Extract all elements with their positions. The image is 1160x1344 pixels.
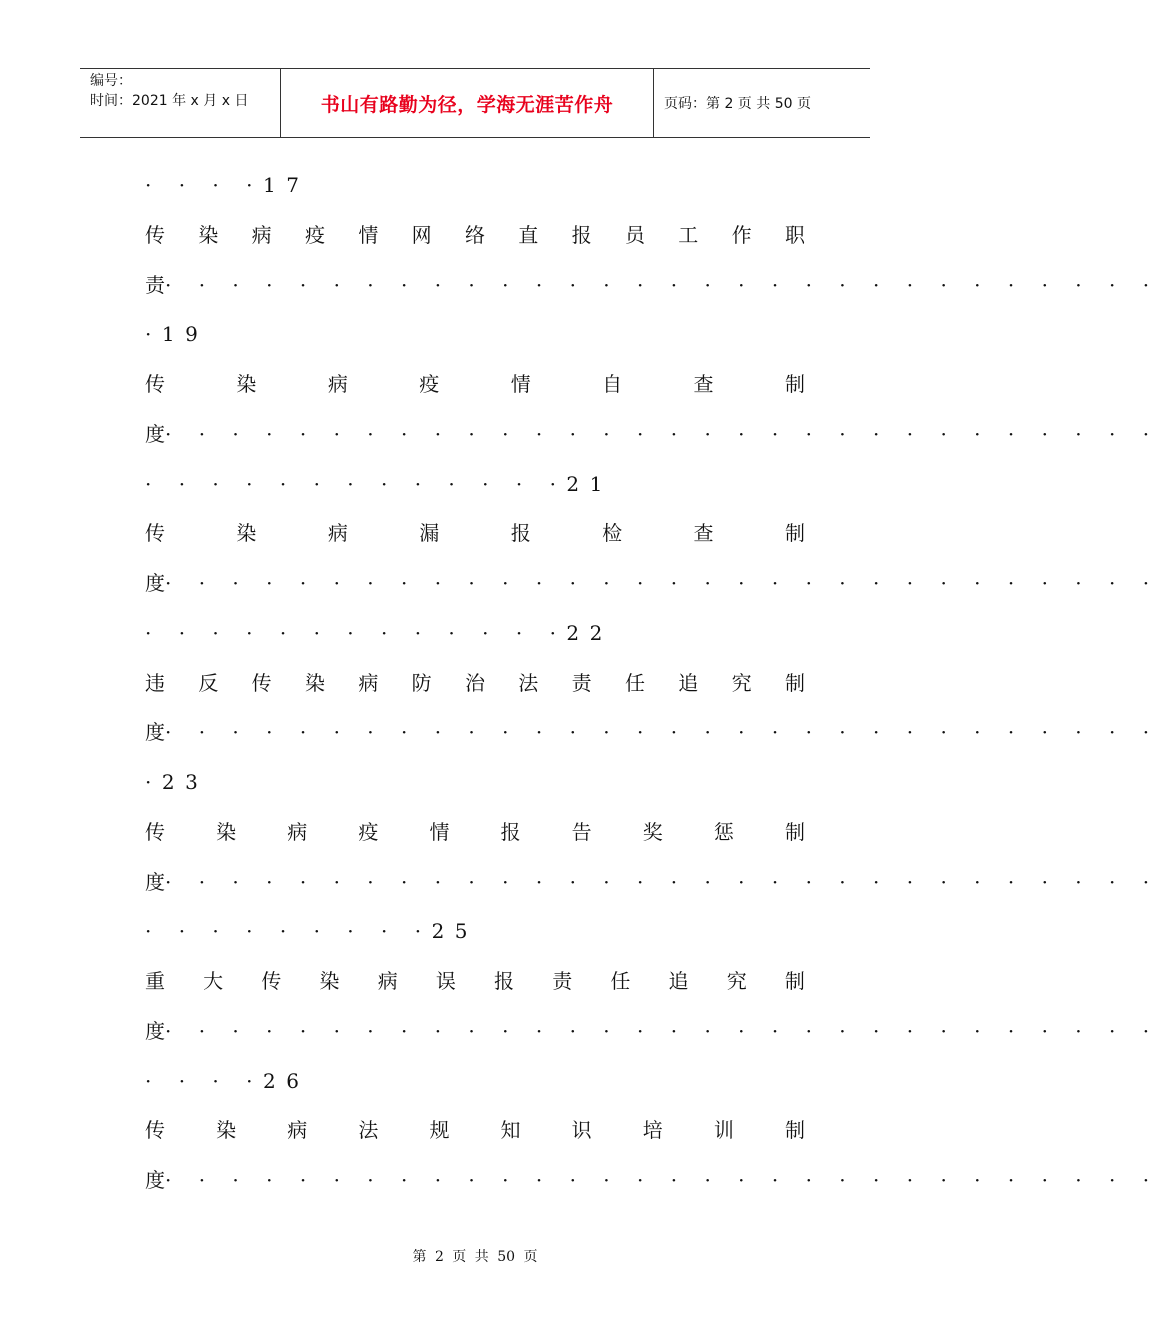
toc-title-continuation: 责 [145,273,165,297]
toc-title-char: 染 [304,671,325,695]
toc-title-char: 工 [678,223,699,247]
toc-title-char: 传 [145,223,165,247]
toc-title-char: 染 [198,223,219,247]
toc-title-char: 知 [500,1118,521,1142]
toc-title-char: 染 [216,820,237,844]
toc-leader-dots: · · · · · · · · · · · · · · · · · · · · · · · · · · · · · · [165,1019,1160,1043]
toc-title-char: 网 [411,223,432,247]
toc-title-char: 病 [377,969,398,993]
toc-tail: · · · · · · · · · · · · ·22 [145,621,613,645]
toc-title-char: 究 [726,969,747,993]
toc-title-char: 制 [784,820,805,844]
toc-title-char: 防 [411,671,432,695]
toc-title-char: 制 [784,372,805,396]
toc-title-char: 任 [610,969,631,993]
toc-title-char: 制 [784,521,805,545]
toc-title-char: 追 [668,969,689,993]
toc-title-char: 制 [784,1118,805,1142]
toc-title-char: 传 [145,521,165,545]
toc-title-char: 告 [571,820,592,844]
toc-leader-line [145,1167,1160,1193]
toc-title-char: 惩 [713,820,734,844]
toc-title-char: 职 [784,223,805,247]
toc-title [145,222,805,248]
toc-title-char: 误 [435,969,456,993]
toc-title-char: 任 [624,671,645,695]
toc-title-char: 识 [571,1118,592,1142]
toc-title-continuation: 度 [145,1168,165,1192]
toc-title-char: 重 [145,969,165,993]
toc-title-char: 治 [464,671,485,695]
toc-title-char: 疫 [304,223,325,247]
toc-title [145,1117,805,1143]
toc-title-char: 责 [552,969,573,993]
toc-title-char: 违 [145,671,165,695]
toc-leader-dots: · · · · · · · · · · · · · · · · · · · · · · · · · · · · · · [165,571,1160,595]
header-motto-cell [281,69,654,137]
toc-title-char: 报 [500,820,521,844]
toc-title-char: 病 [251,223,272,247]
toc-title-char: 报 [510,521,531,545]
toc-title-char: 法 [358,1118,379,1142]
toc-leader-dots: · · · · · · · · · · · · · · · · · · · · · · · · · · · · · · [165,1168,1160,1192]
toc-title-char: 疫 [358,820,379,844]
toc-leader-line [145,421,1160,447]
toc-title-char: 自 [602,372,623,396]
toc-tail: ·19 [145,322,209,346]
toc-tail: · · · ·26 [145,1069,310,1093]
toc-tail: · · · · · · · · ·25 [145,919,479,943]
toc-title-continuation: 度 [145,422,165,446]
toc-title-char: 染 [216,1118,237,1142]
doc-time-label: 时间：2021 年 x 月 x 日 [90,93,249,109]
toc-leader-line [145,719,1160,745]
toc-title-char: 制 [784,969,805,993]
header-motto: 书山有路勤为径，学海无涯苦作舟 [320,93,614,116]
toc-title-char: 漏 [419,521,440,545]
toc-title-char: 染 [236,521,257,545]
toc-leader-dots: · · · · · · · · · · · · · · · · · · · · · · · · · · · · · · [165,870,1160,894]
toc-title-char: 奖 [642,820,663,844]
toc-title-continuation: 度 [145,571,165,595]
toc-tail: ·23 [145,770,209,794]
toc-title-char: 情 [510,372,531,396]
toc-leader-dots: · · · · · · · · · · · · · · · · · · · · · · · · · · · · · · [165,273,1160,297]
toc-title-char: 病 [327,521,348,545]
toc-title-char: 查 [693,372,714,396]
toc-tail: · · · · · · · · · · · · ·21 [145,472,613,496]
toc-title-char: 追 [678,671,699,695]
toc-leader-dots: · · · · · · · · · · · · · · · · · · · · · · · · · · · · · · [165,422,1160,446]
toc-title-char: 病 [287,1118,308,1142]
toc-title-char: 检 [602,521,623,545]
toc-title-char: 员 [624,223,645,247]
toc-title-continuation: 度 [145,1019,165,1043]
toc-title-char: 究 [731,671,752,695]
toc-leader-line [145,1018,1160,1044]
header-page-info: 页码：第 2 页 共 50 页 [664,96,811,112]
toc-leader-line [145,272,1160,298]
toc-title-char: 训 [713,1118,734,1142]
toc-title-continuation: 度 [145,870,165,894]
toc-title-char: 传 [145,1118,165,1142]
toc-title-char: 染 [319,969,340,993]
toc-leader-line [145,570,1160,596]
toc-title-char: 络 [464,223,485,247]
toc-title-char: 制 [784,671,805,695]
toc-title-char: 法 [518,671,539,695]
toc-title-char: 传 [251,671,272,695]
toc-title-char: 疫 [419,372,440,396]
toc-title-char: 培 [642,1118,663,1142]
toc-title-char: 反 [198,671,219,695]
page-footer: 第 2 页 共 50 页 [412,1249,538,1265]
toc-title [145,520,805,546]
toc-title [145,968,805,994]
toc-title-char: 传 [261,969,282,993]
toc-title-char: 病 [327,372,348,396]
toc-leader-line [145,869,1160,895]
toc-title-char: 大 [203,969,224,993]
toc-leader-dots: · · · · · · · · · · · · · · · · · · · · · · · · · · · · · · [165,720,1160,744]
toc-title-char: 报 [571,223,592,247]
toc-title-char: 规 [429,1118,450,1142]
header-meta [80,69,281,137]
toc-title-char: 染 [236,372,257,396]
toc-title-char: 病 [287,820,308,844]
page-header [80,68,870,138]
toc-title-char: 查 [693,521,714,545]
toc-title-char: 传 [145,820,165,844]
toc-title-char: 责 [571,671,592,695]
toc-title [145,670,805,696]
toc-title-continuation: 度 [145,720,165,744]
toc-title-char: 直 [518,223,539,247]
toc-title-char: 情 [429,820,450,844]
toc-title-char: 病 [358,671,379,695]
toc-title [145,371,805,397]
toc-title-char: 报 [494,969,515,993]
toc-tail: · · · ·17 [145,173,310,197]
toc-title-char: 传 [145,372,165,396]
toc-title-char: 情 [358,223,379,247]
doc-number-label: 编号： [90,73,132,89]
toc-title [145,819,805,845]
toc-title-char: 作 [731,223,752,247]
